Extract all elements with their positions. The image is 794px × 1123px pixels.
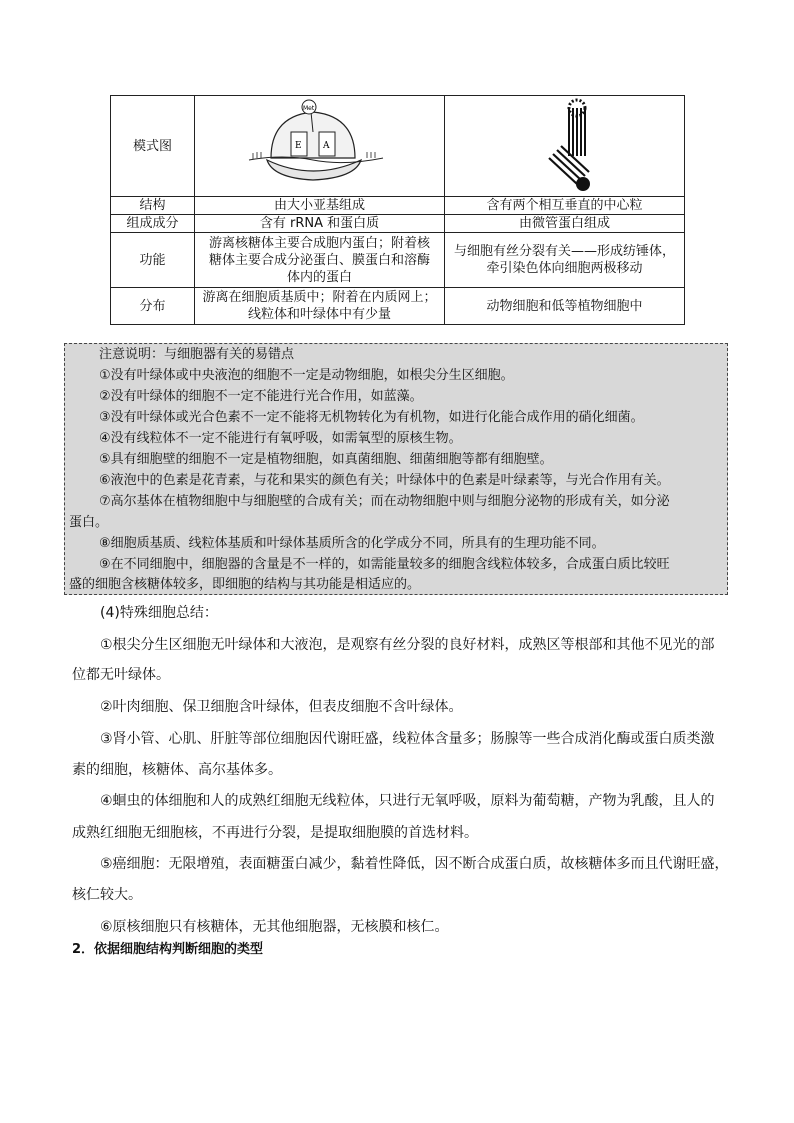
special-line: 核仁较大。 [72,887,142,903]
special-line: ⑤癌细胞：无限增殖，表面糖蛋白减少，黏着性降低，因不断合成蛋白质，故核糖体多而且代谢旺盛， [100,856,729,872]
cell-right: 含有两个相互垂直的中心粒 [445,197,685,215]
note-line: ③没有叶绿体或光合色素不一定不能将无机物转化为有机物，如进行化能合成作用的硝化细菌。 [99,410,644,425]
cell-right: 动物细胞和低等植物细胞中 [445,288,685,325]
cell-right [445,233,685,288]
special-line: ②叶肉细胞、保卫细胞含叶绿体，但表皮细胞不含叶绿体。 [100,699,463,715]
note-line: ④没有线粒体不一定不能进行有氧呼吸，如需氧型的原核生物。 [99,431,462,446]
section-heading: 2．依据细胞结构判断细胞的类型 [72,942,264,957]
special-line: ④蛔虫的体细胞和人的成熟红细胞无线粒体，只进行无氧呼吸，原料为葡萄糖，产物为乳酸，且人的 [100,793,715,809]
ribosome-figure-cell [195,96,445,197]
cell-line: 体内的蛋白 [286,269,352,285]
row-label: 功能 [111,233,195,288]
table-row-figure [111,96,685,197]
note-line: ⑤具有细胞壁的细胞不一定是植物细胞，如真菌细胞、细菌细胞等都有细胞壁。 [99,452,553,467]
a-site-label: A [323,141,330,151]
cell-left [195,233,445,288]
row-label: 组成成分 [111,215,195,233]
organelle-table [110,95,685,325]
row-label: 分布 [111,288,195,325]
cell-left [195,288,445,325]
note-line: 盛的细胞含核糖体较多，即细胞的结构与其功能是相适应的。 [69,577,421,592]
ribosome-diagram [243,98,403,194]
special-line: 素的细胞，核糖体、高尔基体多。 [72,762,282,778]
note-line: ②没有叶绿体的细胞不一定不能进行光合作用，如蓝藻。 [99,389,423,404]
cell-line: 与细胞有丝分裂有关——形成纺锤体， [453,244,675,259]
special-line: 成熟红细胞无细胞核，不再进行分裂，是提取细胞膜的首选材料。 [72,825,478,841]
note-line: ⑨在不同细胞中，细胞器的含量是不一样的，如需能量较多的细胞含线粒体较多，合成蛋白质比较旺 [99,557,670,572]
special-line: ①根尖分生区细胞无叶绿体和大液泡，是观察有丝分裂的良好材料，成熟区等根部和其他不见光的部 [100,637,715,653]
special-line: ③肾小管、心肌、肝脏等部位细胞因代谢旺盛，线粒体含量多；肠腺等一些合成消化酶或蛋白质类激 [100,731,715,747]
note-line: ⑦高尔基体在植物细胞中与细胞壁的合成有关；而在动物细胞中则与细胞分泌物的形成有关，如分泌 [99,494,670,509]
special-line: ⑥原核细胞只有核糖体，无其他细胞器，无核膜和核仁。 [100,919,449,935]
cell-line: 糖体主要合成分泌蛋白、膜蛋白和溶酶 [208,252,430,268]
special-line: 位都无叶绿体。 [72,667,170,683]
table-row [111,215,685,233]
cell-line: 游离在细胞质基质中；附着在内质网上； [202,290,437,305]
table-row [111,288,685,325]
cell-right: 由微管蛋白组成 [445,215,685,233]
cell-left: 由大小亚基组成 [195,197,445,215]
row-label: 结构 [111,197,195,215]
centrosome-figure-cell [445,96,685,197]
table-row [111,197,685,215]
cell-left: 含有 rRNA 和蛋白质 [195,215,445,233]
note-line: ⑧细胞质基质、线粒体基质和叶绿体基质所含的化学成分不同，所具有的生理功能不同。 [99,536,605,551]
special-heading: (4)特殊细胞总结： [100,605,218,621]
note-line: ①没有叶绿体或中央液泡的细胞不一定是动物细胞，如根尖分生区细胞。 [99,368,514,383]
table-row [111,233,685,288]
note-line: 蛋白。 [69,515,109,530]
met-label: Met [303,105,315,112]
centrosome-diagram [533,98,613,194]
e-site-label: E [295,141,302,151]
cell-line: 牵引染色体向细胞两极移动 [486,261,643,276]
row-label: 模式图 [111,96,195,197]
cell-line: 游离核糖体主要合成胞内蛋白；附着核 [208,235,430,251]
cell-line: 线粒体和叶绿体中有少量 [247,307,391,322]
note-line: ⑥液泡中的色素是花青素，与花和果实的颜色有关；叶绿体中的色素是叶绿素等，与光合作用有关。 [99,473,670,488]
note-box [64,343,728,595]
note-title: 注意说明：与细胞器有关的易错点 [99,347,295,362]
